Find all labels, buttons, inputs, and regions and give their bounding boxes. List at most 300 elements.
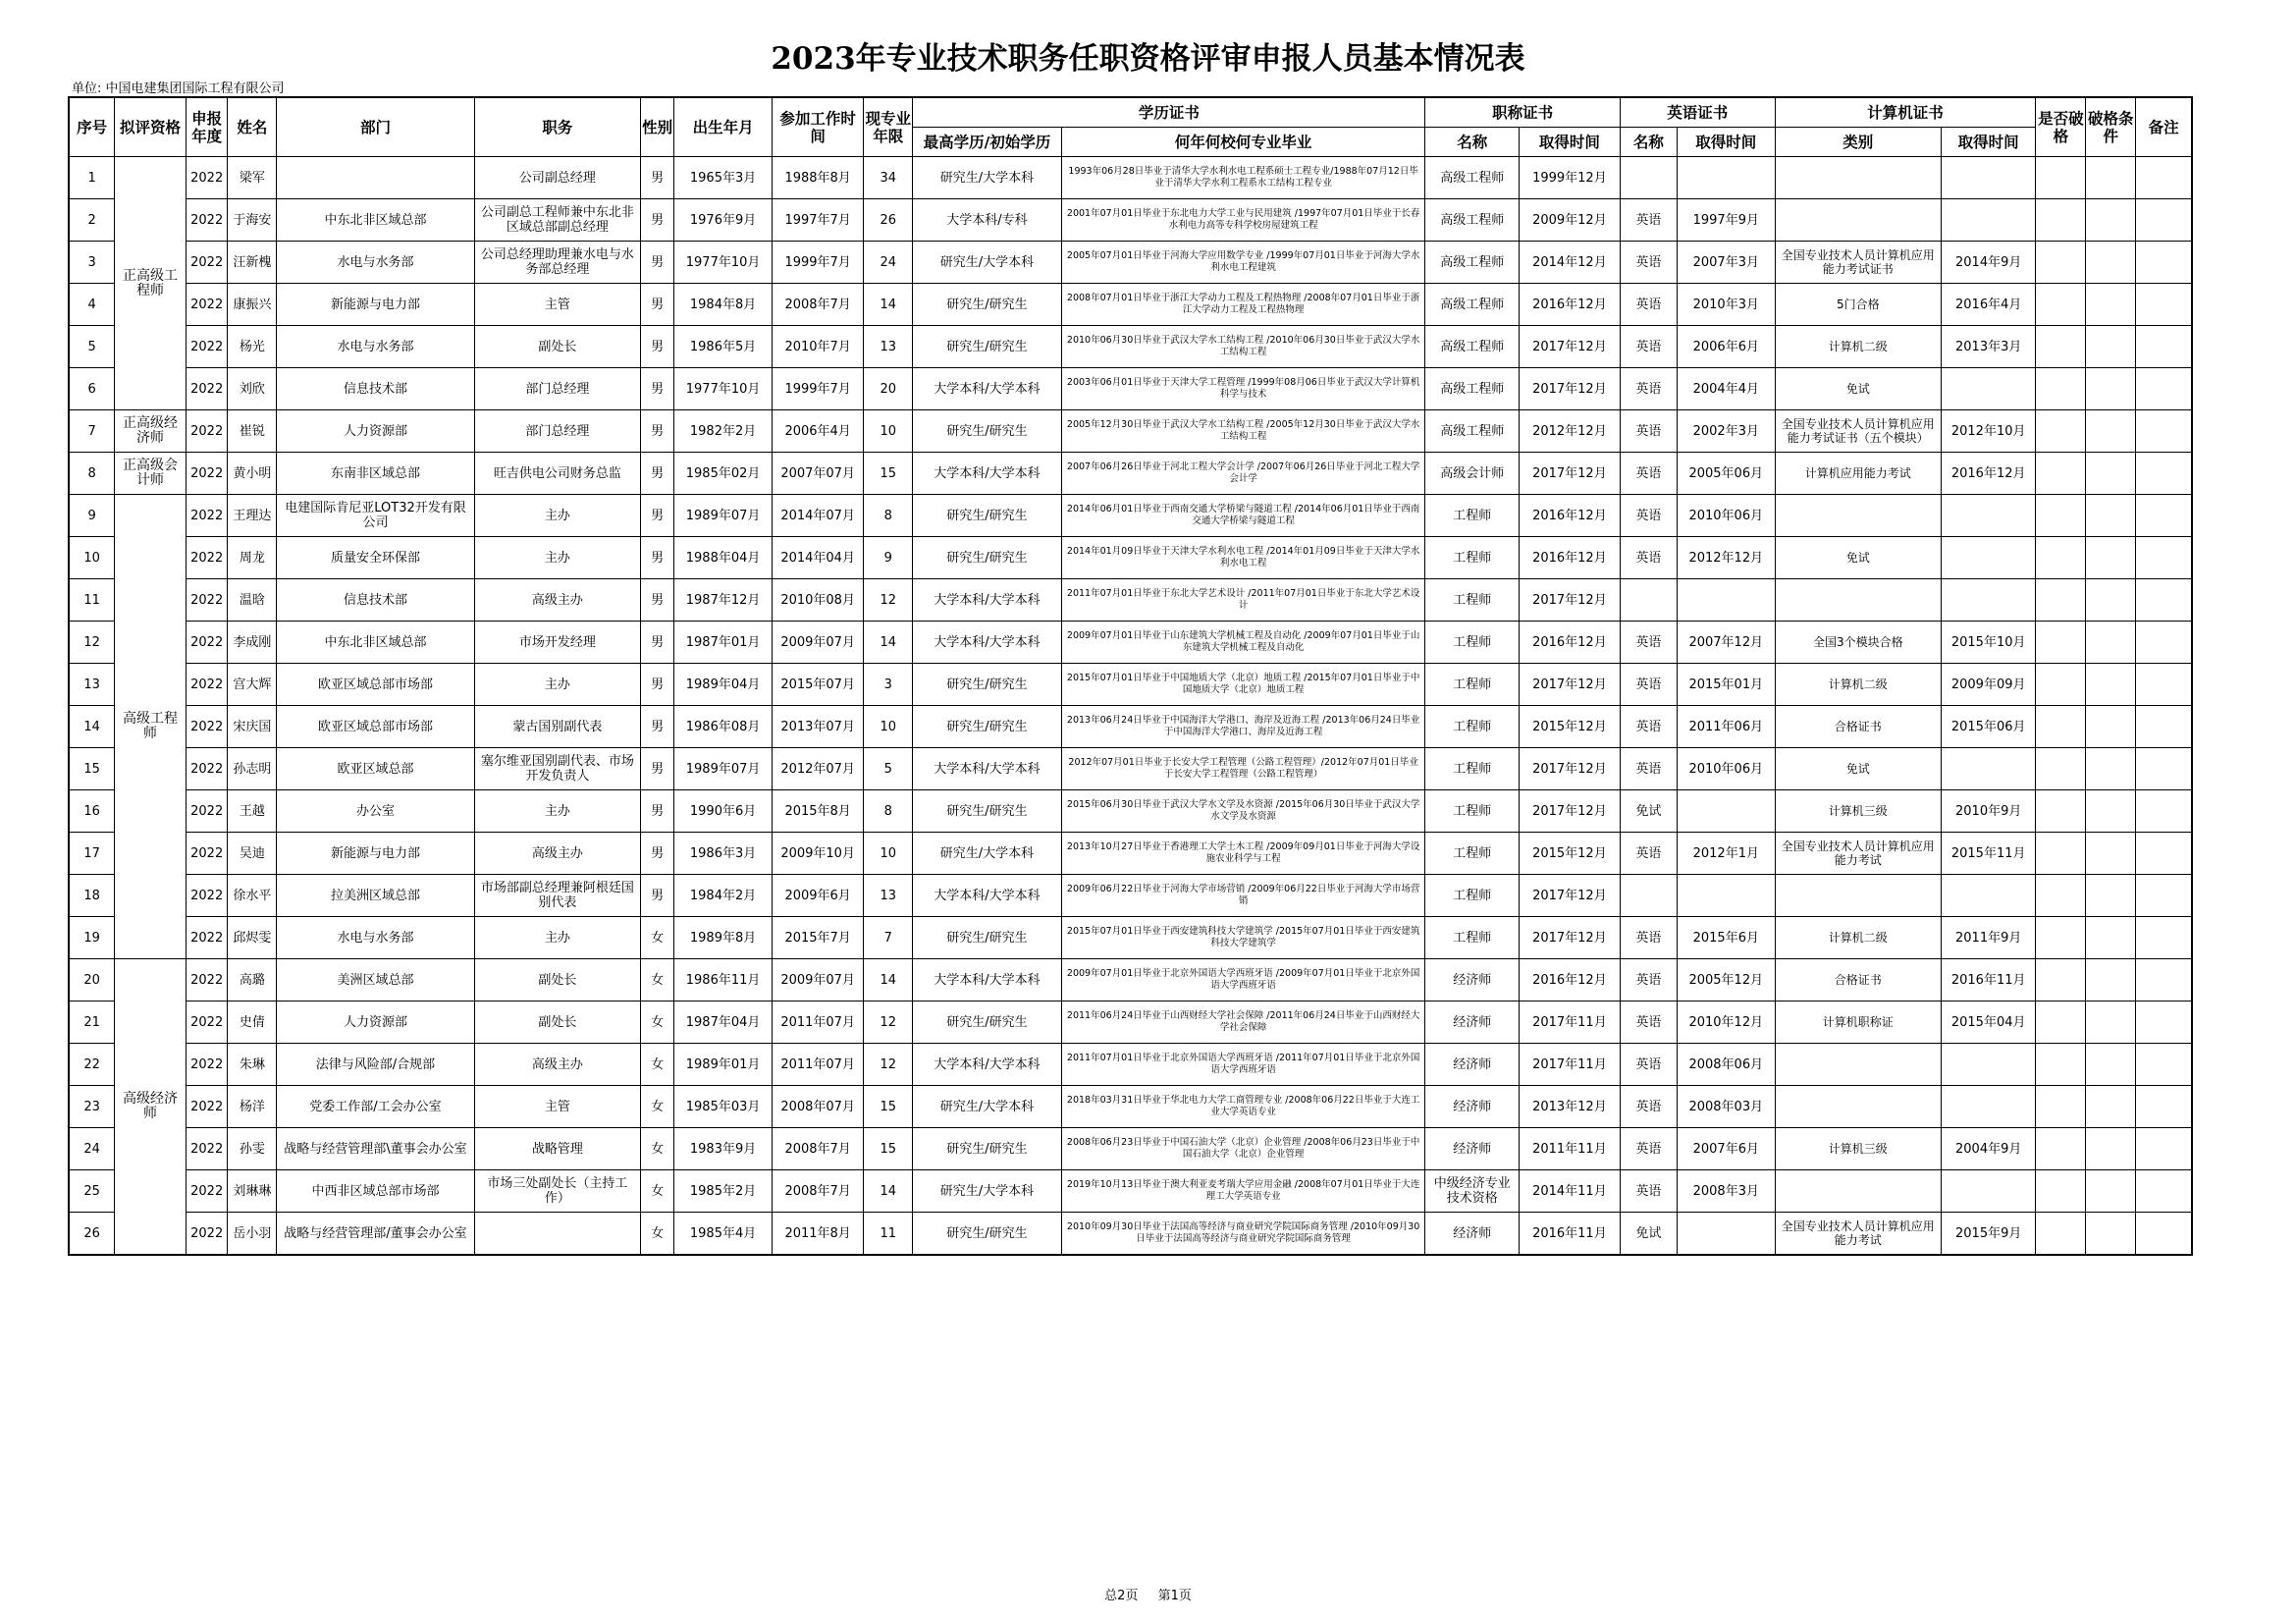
header-edu-highest: 最高学历/初始学历: [913, 128, 1062, 157]
table-row: [69, 1213, 2192, 1256]
table-row: [69, 579, 2192, 622]
cell-title-date: 2017年12月: [1520, 917, 1621, 959]
cell-name: 刘琳琳: [228, 1170, 277, 1213]
table-row: [69, 917, 2192, 959]
cell-name: 周龙: [228, 537, 277, 579]
cell-year: 2022: [186, 875, 228, 917]
table-row: [69, 790, 2192, 833]
cell-seq: 2: [69, 199, 115, 242]
cell-position: 公司副总经理: [474, 157, 640, 199]
cell-seq: 9: [69, 495, 115, 537]
cell-birth: 1989年01月: [674, 1044, 773, 1086]
cell-edu-highest: 大学本科/大学本科: [913, 453, 1062, 495]
cell-year: 2022: [186, 368, 228, 410]
cell-years: 20: [864, 368, 913, 410]
cell-dept: 欧亚区域总部市场部: [277, 706, 474, 748]
cell-birth: 1977年10月: [674, 242, 773, 284]
header-eng-name: 名称: [1620, 128, 1677, 157]
page-footer: [0, 1585, 2296, 1603]
cell-birth: 1976年9月: [674, 199, 773, 242]
header-year: 申报年度: [186, 97, 228, 157]
cell-years: 12: [864, 1044, 913, 1086]
cell-dept: 中东北非区域总部: [277, 622, 474, 664]
cell-title-date: 2009年12月: [1520, 199, 1621, 242]
cell-eng-date: 2010年06月: [1677, 495, 1775, 537]
cell-name: 孙志明: [228, 748, 277, 790]
cell-name: 温晗: [228, 579, 277, 622]
cell-work-start: 2014年07月: [772, 495, 863, 537]
cell-remark: [2136, 1044, 2192, 1086]
table-row: [69, 706, 2192, 748]
cell-eng-date: 2012年12月: [1677, 537, 1775, 579]
cell-year: 2022: [186, 242, 228, 284]
cell-qualification: 高级工程师: [115, 495, 187, 959]
cell-eng-date: 2010年12月: [1677, 1001, 1775, 1044]
cell-exception-cond: [2086, 748, 2136, 790]
cell-work-start: 2008年7月: [772, 1128, 863, 1170]
cell-dept: 新能源与电力部: [277, 833, 474, 875]
cell-gender: 女: [640, 1001, 673, 1044]
current-page: 第1页: [1157, 1589, 1192, 1603]
cell-title-date: 2017年12月: [1520, 453, 1621, 495]
cell-gender: 男: [640, 833, 673, 875]
cell-edu-highest: 研究生/研究生: [913, 284, 1062, 326]
cell-edu-highest: 研究生/研究生: [913, 410, 1062, 453]
header-dept: 部门: [277, 97, 474, 157]
cell-remark: [2136, 284, 2192, 326]
cell-seq: 21: [69, 1001, 115, 1044]
cell-position: 蒙古国别副代表: [474, 706, 640, 748]
cell-exception-cond: [2086, 833, 2136, 875]
cell-eng-name: 英语: [1620, 833, 1677, 875]
cell-comp-date: 2015年10月: [1941, 622, 2036, 664]
cell-edu-highest: 研究生/大学本科: [913, 242, 1062, 284]
cell-year: 2022: [186, 579, 228, 622]
cell-seq: 7: [69, 410, 115, 453]
cell-exception-cond: [2086, 1001, 2136, 1044]
cell-edu-detail: 2009年06月22日毕业于河海大学市场营销 /2009年06月22日毕业于河海大学市场营销: [1061, 875, 1425, 917]
cell-comp-date: 2016年12月: [1941, 453, 2036, 495]
cell-year: 2022: [186, 1213, 228, 1256]
table-row: [69, 368, 2192, 410]
header-edu-detail: 何年何校何专业毕业: [1061, 128, 1425, 157]
cell-remark: [2136, 1213, 2192, 1256]
cell-gender: 男: [640, 622, 673, 664]
cell-remark: [2136, 242, 2192, 284]
cell-years: 13: [864, 326, 913, 368]
cell-title-name: 工程师: [1425, 748, 1520, 790]
cell-comp-date: 2015年04月: [1941, 1001, 2036, 1044]
cell-eng-name: 免试: [1620, 790, 1677, 833]
cell-gender: 男: [640, 748, 673, 790]
cell-title-date: 2017年12月: [1520, 790, 1621, 833]
cell-name: 于海安: [228, 199, 277, 242]
cell-edu-highest: 研究生/大学本科: [913, 1170, 1062, 1213]
cell-eng-date: 2011年06月: [1677, 706, 1775, 748]
cell-dept: 新能源与电力部: [277, 284, 474, 326]
cell-comp-type: 全国专业技术人员计算机应用能力考试: [1775, 1213, 1941, 1256]
cell-comp-type: 全国专业技术人员计算机应用能力考试证书: [1775, 242, 1941, 284]
cell-eng-name: 英语: [1620, 368, 1677, 410]
cell-edu-detail: 2008年07月01日毕业于浙江大学动力工程及工程热物理 /2008年07月01日毕业于浙江大学动力工程及工程热物理: [1061, 284, 1425, 326]
cell-comp-date: 2016年4月: [1941, 284, 2036, 326]
cell-years: 8: [864, 495, 913, 537]
cell-remark: [2136, 1128, 2192, 1170]
cell-comp-type: 免试: [1775, 368, 1941, 410]
header-title-date: 取得时间: [1520, 128, 1621, 157]
cell-comp-type: 计算机应用能力考试: [1775, 453, 1941, 495]
cell-comp-type: 合格证书: [1775, 706, 1941, 748]
cell-comp-date: [1941, 875, 2036, 917]
cell-edu-detail: 2005年12月30日毕业于武汉大学水工结构工程 /2005年12月30日毕业于武汉大学水工结构工程: [1061, 410, 1425, 453]
cell-birth: 1985年2月: [674, 1170, 773, 1213]
cell-remark: [2136, 368, 2192, 410]
cell-gender: 男: [640, 495, 673, 537]
table-row: [69, 1044, 2192, 1086]
cell-exception-cond: [2086, 1170, 2136, 1213]
cell-exception: [2036, 875, 2086, 917]
cell-eng-name: 英语: [1620, 664, 1677, 706]
cell-edu-highest: 大学本科/大学本科: [913, 368, 1062, 410]
cell-gender: 女: [640, 917, 673, 959]
cell-dept: 法律与风险部/合规部: [277, 1044, 474, 1086]
cell-title-name: 高级会计师: [1425, 453, 1520, 495]
cell-seq: 25: [69, 1170, 115, 1213]
cell-comp-date: [1941, 495, 2036, 537]
cell-dept: 党委工作部/工会办公室: [277, 1086, 474, 1128]
cell-position: 公司总经理助理兼水电与水务部总经理: [474, 242, 640, 284]
cell-title-date: 2015年12月: [1520, 833, 1621, 875]
header-remark: 备注: [2136, 97, 2192, 157]
cell-title-name: 经济师: [1425, 959, 1520, 1001]
cell-birth: 1987年04月: [674, 1001, 773, 1044]
table-row: [69, 284, 2192, 326]
cell-edu-highest: 研究生/研究生: [913, 537, 1062, 579]
cell-name: 王越: [228, 790, 277, 833]
cell-title-date: 2014年12月: [1520, 242, 1621, 284]
cell-seq: 12: [69, 622, 115, 664]
cell-comp-date: 2013年3月: [1941, 326, 2036, 368]
cell-remark: [2136, 959, 2192, 1001]
cell-gender: 男: [640, 326, 673, 368]
cell-gender: 女: [640, 1044, 673, 1086]
cell-exception-cond: [2086, 157, 2136, 199]
cell-eng-date: 2008年3月: [1677, 1170, 1775, 1213]
cell-name: 宫大辉: [228, 664, 277, 706]
cell-exception-cond: [2086, 368, 2136, 410]
cell-position: 高级主办: [474, 1044, 640, 1086]
cell-name: 高璐: [228, 959, 277, 1001]
cell-exception-cond: [2086, 622, 2136, 664]
cell-gender: 男: [640, 284, 673, 326]
cell-edu-detail: 2011年07月01日毕业于东北大学艺术设计 /2011年07月01日毕业于东北大学艺术设计: [1061, 579, 1425, 622]
cell-birth: 1985年4月: [674, 1213, 773, 1256]
cell-eng-name: [1620, 157, 1677, 199]
table-row: [69, 833, 2192, 875]
cell-position: [474, 1213, 640, 1256]
cell-edu-highest: 大学本科/大学本科: [913, 959, 1062, 1001]
cell-edu-detail: 2010年06月30日毕业于武汉大学水工结构工程 /2010年06月30日毕业于武汉大学水工结构工程: [1061, 326, 1425, 368]
cell-exception-cond: [2086, 326, 2136, 368]
cell-exception-cond: [2086, 706, 2136, 748]
cell-exception-cond: [2086, 453, 2136, 495]
cell-edu-highest: 研究生/研究生: [913, 1213, 1062, 1256]
cell-eng-date: 2010年06月: [1677, 748, 1775, 790]
cell-comp-date: 2016年11月: [1941, 959, 2036, 1001]
cell-comp-type: [1775, 199, 1941, 242]
cell-eng-name: 英语: [1620, 284, 1677, 326]
cell-eng-date: 2008年03月: [1677, 1086, 1775, 1128]
cell-years: 24: [864, 242, 913, 284]
header-eng-group: 英语证书: [1620, 97, 1775, 128]
cell-title-date: 2017年12月: [1520, 875, 1621, 917]
cell-title-date: 2017年11月: [1520, 1044, 1621, 1086]
cell-edu-highest: 大学本科/大学本科: [913, 579, 1062, 622]
cell-work-start: 2011年8月: [772, 1213, 863, 1256]
cell-work-start: 2015年07月: [772, 664, 863, 706]
cell-qualification: 高级经济师: [115, 959, 187, 1256]
header-comp-date: 取得时间: [1941, 128, 2036, 157]
cell-comp-date: 2012年10月: [1941, 410, 2036, 453]
cell-years: 14: [864, 622, 913, 664]
cell-remark: [2136, 1086, 2192, 1128]
cell-title-date: 2017年12月: [1520, 748, 1621, 790]
cell-birth: 1986年08月: [674, 706, 773, 748]
cell-seq: 10: [69, 537, 115, 579]
cell-dept: 欧亚区域总部市场部: [277, 664, 474, 706]
cell-exception-cond: [2086, 1086, 2136, 1128]
cell-title-name: 工程师: [1425, 537, 1520, 579]
header-exception: 是否破格: [2036, 97, 2086, 157]
table-row: [69, 1170, 2192, 1213]
cell-eng-name: 英语: [1620, 959, 1677, 1001]
cell-birth: 1985年03月: [674, 1086, 773, 1128]
cell-edu-highest: 研究生/大学本科: [913, 157, 1062, 199]
cell-comp-type: [1775, 157, 1941, 199]
cell-comp-date: 2010年9月: [1941, 790, 2036, 833]
cell-remark: [2136, 917, 2192, 959]
cell-seq: 6: [69, 368, 115, 410]
cell-seq: 15: [69, 748, 115, 790]
cell-name: 李成刚: [228, 622, 277, 664]
cell-title-date: 2016年12月: [1520, 622, 1621, 664]
cell-years: 10: [864, 706, 913, 748]
cell-birth: 1982年2月: [674, 410, 773, 453]
cell-edu-detail: 2019年10月13日毕业于澳大利亚麦考瑞大学应用金融 /2008年07月01日毕业于大连理工大学英语专业: [1061, 1170, 1425, 1213]
cell-edu-detail: 2018年03月31日毕业于华北电力大学工商管理专业 /2008年06月22日毕业于大连工业大学英语专业: [1061, 1086, 1425, 1128]
cell-name: 邱烬雯: [228, 917, 277, 959]
cell-title-name: 高级工程师: [1425, 157, 1520, 199]
table-row: [69, 748, 2192, 790]
cell-exception-cond: [2086, 242, 2136, 284]
cell-exception-cond: [2086, 1213, 2136, 1256]
cell-exception-cond: [2086, 875, 2136, 917]
cell-remark: [2136, 157, 2192, 199]
cell-years: 8: [864, 790, 913, 833]
cell-year: 2022: [186, 1170, 228, 1213]
cell-comp-type: 计算机三级: [1775, 1128, 1941, 1170]
cell-work-start: 2007年07月: [772, 453, 863, 495]
cell-work-start: 1999年7月: [772, 242, 863, 284]
cell-birth: 1989年07月: [674, 748, 773, 790]
cell-exception: [2036, 537, 2086, 579]
cell-title-name: 中级经济专业技术资格: [1425, 1170, 1520, 1213]
cell-comp-date: [1941, 579, 2036, 622]
cell-year: 2022: [186, 622, 228, 664]
cell-comp-date: 2014年9月: [1941, 242, 2036, 284]
cell-seq: 16: [69, 790, 115, 833]
cell-name: 王理达: [228, 495, 277, 537]
cell-exception: [2036, 790, 2086, 833]
cell-comp-type: [1775, 1044, 1941, 1086]
cell-year: 2022: [186, 1001, 228, 1044]
cell-remark: [2136, 664, 2192, 706]
cell-seq: 19: [69, 917, 115, 959]
cell-edu-highest: 研究生/大学本科: [913, 1086, 1062, 1128]
cell-comp-type: 全国专业技术人员计算机应用能力考试: [1775, 833, 1941, 875]
cell-edu-detail: 2015年07月01日毕业于西安建筑科技大学建筑学 /2015年07月01日毕业于西安建筑科技大学建筑学: [1061, 917, 1425, 959]
cell-dept: 拉美洲区域总部: [277, 875, 474, 917]
unit-label: 单位: 中国电建集团国际工程有限公司: [72, 81, 285, 96]
cell-eng-date: 2010年3月: [1677, 284, 1775, 326]
cell-year: 2022: [186, 833, 228, 875]
table-row: [69, 157, 2192, 199]
cell-exception: [2036, 453, 2086, 495]
cell-seq: 18: [69, 875, 115, 917]
cell-remark: [2136, 579, 2192, 622]
cell-title-date: 2013年12月: [1520, 1086, 1621, 1128]
cell-title-name: 工程师: [1425, 875, 1520, 917]
table-body: [69, 157, 2192, 1256]
cell-comp-type: 合格证书: [1775, 959, 1941, 1001]
cell-work-start: 2009年07月: [772, 959, 863, 1001]
cell-exception-cond: [2086, 199, 2136, 242]
cell-name: 徐水平: [228, 875, 277, 917]
cell-position: 主管: [474, 1086, 640, 1128]
cell-exception: [2036, 706, 2086, 748]
cell-position: 主办: [474, 537, 640, 579]
cell-gender: 女: [640, 1086, 673, 1128]
cell-year: 2022: [186, 917, 228, 959]
cell-eng-name: 英语: [1620, 1001, 1677, 1044]
cell-edu-highest: 研究生/研究生: [913, 326, 1062, 368]
cell-exception-cond: [2086, 1128, 2136, 1170]
cell-title-name: 工程师: [1425, 664, 1520, 706]
cell-eng-name: 英语: [1620, 1170, 1677, 1213]
cell-position: 部门总经理: [474, 410, 640, 453]
cell-exception: [2036, 1086, 2086, 1128]
cell-eng-name: 英语: [1620, 917, 1677, 959]
cell-dept: 欧亚区域总部: [277, 748, 474, 790]
cell-title-name: 工程师: [1425, 790, 1520, 833]
cell-eng-date: 2006年6月: [1677, 326, 1775, 368]
cell-dept: 信息技术部: [277, 579, 474, 622]
cell-position: 公司副总工程师兼中东北非区域总部副总经理: [474, 199, 640, 242]
cell-work-start: 2008年7月: [772, 1170, 863, 1213]
cell-years: 26: [864, 199, 913, 242]
cell-comp-type: 全国专业技术人员计算机应用能力考试证书（五个模块）: [1775, 410, 1941, 453]
cell-title-name: 高级工程师: [1425, 242, 1520, 284]
cell-eng-name: 英语: [1620, 706, 1677, 748]
cell-years: 34: [864, 157, 913, 199]
cell-title-date: 2017年11月: [1520, 1001, 1621, 1044]
cell-years: 10: [864, 833, 913, 875]
cell-eng-date: 2007年12月: [1677, 622, 1775, 664]
cell-birth: 1987年01月: [674, 622, 773, 664]
cell-comp-type: 计算机二级: [1775, 326, 1941, 368]
cell-comp-date: [1941, 537, 2036, 579]
cell-years: 14: [864, 284, 913, 326]
header-qualification: 拟评资格: [115, 97, 187, 157]
cell-edu-detail: 2014年06月01日毕业于西南交通大学桥梁与隧道工程 /2014年06月01日毕业于西南交通大学桥梁与隧道工程: [1061, 495, 1425, 537]
cell-exception: [2036, 1001, 2086, 1044]
cell-edu-detail: 2014年01月09日毕业于天津大学水利水电工程 /2014年01月09日毕业于天津大学水利水电工程: [1061, 537, 1425, 579]
applicant-table: [68, 96, 2193, 1256]
cell-comp-date: 2015年11月: [1941, 833, 2036, 875]
cell-seq: 26: [69, 1213, 115, 1256]
cell-exception-cond: [2086, 410, 2136, 453]
cell-seq: 5: [69, 326, 115, 368]
cell-name: 朱琳: [228, 1044, 277, 1086]
cell-title-name: 工程师: [1425, 706, 1520, 748]
cell-year: 2022: [186, 706, 228, 748]
cell-work-start: 2014年04月: [772, 537, 863, 579]
cell-remark: [2136, 1170, 2192, 1213]
cell-seq: 20: [69, 959, 115, 1001]
cell-title-date: 2011年11月: [1520, 1128, 1621, 1170]
cell-birth: 1984年2月: [674, 875, 773, 917]
cell-comp-type: [1775, 579, 1941, 622]
cell-edu-highest: 大学本科/大学本科: [913, 875, 1062, 917]
cell-eng-name: 英语: [1620, 1128, 1677, 1170]
cell-edu-detail: 2015年06月30日毕业于武汉大学水文学及水资源 /2015年06月30日毕业于武汉大学水文学及水资源: [1061, 790, 1425, 833]
cell-edu-detail: 2013年06月24日毕业于中国海洋大学港口、海岸及近海工程 /2013年06月24日毕业于中国海洋大学港口、海岸及近海工程: [1061, 706, 1425, 748]
cell-comp-date: 2011年9月: [1941, 917, 2036, 959]
cell-seq: 8: [69, 453, 115, 495]
cell-title-name: 经济师: [1425, 1128, 1520, 1170]
cell-edu-highest: 大学本科/大学本科: [913, 1044, 1062, 1086]
cell-edu-detail: 2013年10月27日毕业于香港理工大学土木工程 /2009年09月01日毕业于河海大学设施农业科学与工程: [1061, 833, 1425, 875]
cell-title-name: 经济师: [1425, 1086, 1520, 1128]
cell-comp-date: [1941, 157, 2036, 199]
cell-eng-name: 英语: [1620, 326, 1677, 368]
cell-eng-date: [1677, 579, 1775, 622]
cell-exception: [2036, 1128, 2086, 1170]
cell-comp-date: 2004年9月: [1941, 1128, 2036, 1170]
cell-comp-type: 计算机三级: [1775, 790, 1941, 833]
header-position: 职务: [474, 97, 640, 157]
table-row: [69, 537, 2192, 579]
cell-gender: 男: [640, 368, 673, 410]
cell-position: 主办: [474, 917, 640, 959]
cell-eng-date: 2007年3月: [1677, 242, 1775, 284]
cell-dept: 人力资源部: [277, 1001, 474, 1044]
cell-remark: [2136, 326, 2192, 368]
cell-eng-date: 2015年01月: [1677, 664, 1775, 706]
cell-exception: [2036, 1170, 2086, 1213]
table-row: [69, 1128, 2192, 1170]
cell-position: 主办: [474, 495, 640, 537]
cell-birth: 1989年8月: [674, 917, 773, 959]
cell-eng-date: [1677, 790, 1775, 833]
table-row: [69, 326, 2192, 368]
cell-gender: 男: [640, 242, 673, 284]
cell-name: 吴迪: [228, 833, 277, 875]
cell-year: 2022: [186, 495, 228, 537]
cell-eng-name: 英语: [1620, 622, 1677, 664]
cell-title-date: 2016年12月: [1520, 284, 1621, 326]
cell-comp-date: [1941, 1170, 2036, 1213]
